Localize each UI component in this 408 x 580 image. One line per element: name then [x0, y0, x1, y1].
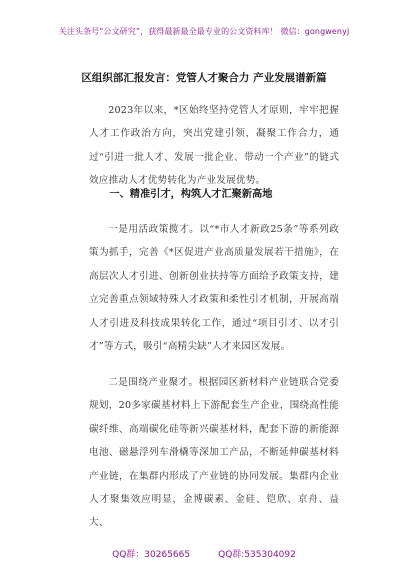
footer [0, 547, 408, 560]
document-title: 区组织部汇报发言：党管人才聚合力 产业发展谱新篇 [81, 72, 327, 84]
section-one-paragraph-2: 二是围绕产业聚才。根据园区新材料产业链联合党委规划，20多家碳基材料上下游配套生产企业，围绕高性能碳纤维、高端碳化硅等新兴碳基材料，配套下游的新能源电池、磁悬浮列车滑橇等深加工产品，不断延伸碳基材料产业链，在集群内形成了产业链的协同发展。集群内企业人才聚集效应明显，金博碳素、金硅、铠欣、京舟、益大、 [89, 377, 339, 529]
intro-paragraph: 2023年以来，*区始终坚持党管人才原则，牢牢把握人才工作政治方向，突出党建引领，凝聚工作合力，通过“引进一批人才、发展一批企业、带动一个产业”的链式效应推动人才优势转化为产业发展优势。 [89, 105, 339, 187]
section-one-paragraph-1: 一是用活政策揽才。以“*市人才新政25条”等系列政策为抓手，完善《*区促进产业高质量发展若干措施》，在高层次人才引进、创新创业扶持等方面给予政策支持，建立完善重点领域特殊人才政策和柔性引才机制，开展高端人才引进及科技成果转化工作，通过“项目引才、以才引才”等方式，吸引“高精尖缺”人才来园区发展。 [89, 224, 339, 353]
footer-qq-group-1: QQ群：30265665 [112, 550, 191, 560]
footer-qq-group-2: QQ群:535304092 [218, 550, 296, 560]
section-heading-one: 一、精准引才，构筑人才汇聚新高地 [109, 189, 273, 200]
promo-banner: 关注头条号“公文研究”，获得最新最全最专业的公文资料库！ 微信：gongwenyj [58, 27, 350, 36]
